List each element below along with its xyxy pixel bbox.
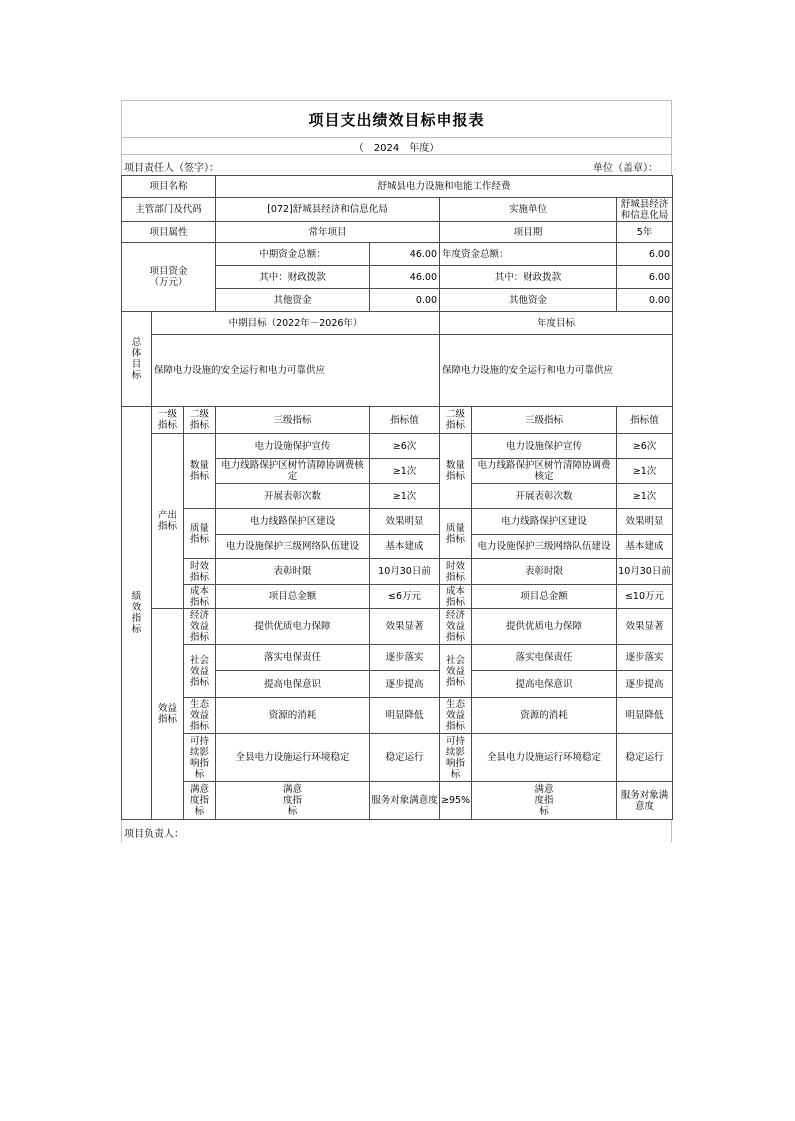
period-value: 5年 — [617, 222, 673, 243]
table-row — [122, 782, 673, 820]
benefit-indicators-label: 效益 指标 — [152, 609, 184, 820]
indicator-value-year: ≥1次 — [617, 459, 673, 484]
attribute-label: 项目属性 — [122, 222, 216, 243]
indicator-name-year: 电力设施保护三级网络队伍建设 — [472, 535, 617, 559]
satisfaction-indicators-label: 满意 度指 标 — [184, 782, 216, 820]
report-sheet — [121, 100, 672, 842]
indicator-value: 基本建成 — [370, 535, 440, 559]
indicator-name-year: 电力设施保护宣传 — [472, 434, 617, 459]
indicator-name-year: 提供优质电力保障 — [472, 609, 617, 645]
year-other-label: 其他资金 — [440, 289, 617, 312]
indicator-name-year: 电力线路保护区建设 — [472, 509, 617, 535]
responsible-label: 项目责任人（签字）： — [124, 163, 219, 174]
attribute-value: 常年项目 — [216, 222, 440, 243]
table-row — [122, 645, 673, 671]
signature-row — [121, 154, 672, 175]
attribute-row — [122, 222, 673, 243]
indicator-value: 稳定运行 — [370, 734, 440, 782]
project-leader-label: 项目负责人： — [124, 829, 184, 840]
indicator-name-year: 资源的消耗 — [472, 698, 617, 734]
indicator-name: 服务对象满意度 — [370, 782, 440, 820]
indicator-name: 电力线路保护区建设 — [216, 509, 370, 535]
table-row — [122, 734, 673, 782]
indicator-name: 提高电保意识 — [216, 671, 370, 698]
indicator-name-year: 落实电保责任 — [472, 645, 617, 671]
social-label: 社会 效益 指标 — [184, 645, 216, 698]
satisfaction-label: 满意 度指 标 — [216, 782, 370, 820]
ecological-label-year: 生态 效益 指标 — [440, 698, 472, 734]
cost-label-year: 成本 指标 — [440, 585, 472, 609]
indicator-value: 10月30日前 — [370, 559, 440, 585]
indicator-value: ≥6次 — [370, 434, 440, 459]
year-total-label: 年度资金总额： — [440, 243, 617, 266]
timeliness-label-year: 时效 指标 — [440, 559, 472, 585]
project-name-label: 项目名称 — [122, 176, 216, 198]
indicator-header-row — [122, 407, 673, 434]
goals-header-row — [122, 312, 673, 335]
quality-label-year: 质量 指标 — [440, 509, 472, 559]
indicator-name: 落实电保责任 — [216, 645, 370, 671]
indicator-value-year: 逐步落实 — [617, 645, 673, 671]
indicator-name: 表彰时限 — [216, 559, 370, 585]
indicator-value-year: 10月30日前 — [617, 559, 673, 585]
implementing-unit-label: 实施单位 — [440, 198, 617, 222]
report-year: （ 2024 年度） — [121, 137, 672, 154]
satisfaction-label-year: 满意 度指 标 — [472, 782, 617, 820]
year-fiscal-label: 其中：财政拨款 — [440, 266, 617, 289]
department-value: [072]舒城县经济和信息化局 — [216, 198, 440, 222]
overall-goals-label: 总 体 目 标 — [122, 312, 152, 407]
indicator-name-year: 电力线路保护区树竹清障协调费核定 — [472, 459, 617, 484]
indicator-value-year: ≥6次 — [617, 434, 673, 459]
indicator-value: ≤6万元 — [370, 585, 440, 609]
indicator-name-year: 提高电保意识 — [472, 671, 617, 698]
indicator-name-year: 表彰时限 — [472, 559, 617, 585]
level3-header: 三级指标 — [216, 407, 370, 434]
indicator-name: 全县电力设施运行环境稳定 — [216, 734, 370, 782]
year-other-value: 0.00 — [617, 289, 673, 312]
indicator-value: 效果显著 — [370, 609, 440, 645]
indicator-name: 电力设施保护宣传 — [216, 434, 370, 459]
indicator-name: 开展表彰次数 — [216, 484, 370, 509]
sustainability-label-year: 可持 续影 响指 标 — [440, 734, 472, 782]
indicator-value-year: ≤10万元 — [617, 585, 673, 609]
indicator-value-year: 稳定运行 — [617, 734, 673, 782]
footer-row — [121, 820, 672, 842]
unit-seal-label: 单位（盖章）： — [593, 163, 658, 174]
project-name-row — [122, 176, 673, 198]
indicator-value: ≥1次 — [370, 484, 440, 509]
indicator-value-year: 效果显著 — [617, 609, 673, 645]
quantity-label-year: 数量 指标 — [440, 434, 472, 509]
indicator-value-year: 基本建成 — [617, 535, 673, 559]
table-row — [122, 609, 673, 645]
report-title: 项目支出绩效目标申报表 — [121, 100, 672, 137]
level3-header-year: 三级指标 — [472, 407, 617, 434]
funds-total-row — [122, 243, 673, 266]
indicator-value: ≥1次 — [370, 459, 440, 484]
mid-other-label: 其他资金 — [216, 289, 370, 312]
table-row — [122, 559, 673, 585]
department-row — [122, 198, 673, 222]
indicator-value-year: 逐步提高 — [617, 671, 673, 698]
quality-label: 质量 指标 — [184, 509, 216, 559]
period-label: 项目期 — [440, 222, 617, 243]
level2-header: 二级 指标 — [184, 407, 216, 434]
quantity-label: 数量 指标 — [184, 434, 216, 509]
year-total-value: 6.00 — [617, 243, 673, 266]
year-goal-header: 年度目标 — [440, 312, 673, 335]
economic-label-year: 经济 效益 指标 — [440, 609, 472, 645]
table-row — [122, 434, 673, 459]
indicator-value: ≥95% — [440, 782, 472, 820]
performance-indicators-label: 绩 效 指 标 — [122, 407, 152, 820]
mid-fiscal-value: 46.00 — [370, 266, 440, 289]
output-indicators-label: 产出 指标 — [152, 434, 184, 609]
indicator-value: 逐步落实 — [370, 645, 440, 671]
sustainability-label: 可持 续影 响指 标 — [184, 734, 216, 782]
mid-total-value: 46.00 — [370, 243, 440, 266]
economic-label: 经济 效益 指标 — [184, 609, 216, 645]
indicator-value-year: 效果明显 — [617, 509, 673, 535]
mid-total-label: 中期资金总额： — [216, 243, 370, 266]
level2-header-year: 二级 指标 — [440, 407, 472, 434]
indicator-value-year: ≥1次 — [617, 484, 673, 509]
cost-label: 成本 指标 — [184, 585, 216, 609]
year-goal-text: 保障电力设施的安全运行和电力可靠供应 — [440, 335, 673, 407]
funds-label: 项目资金 （万元） — [122, 243, 216, 312]
indicator-value: 明显降低 — [370, 698, 440, 734]
goals-text-row — [122, 335, 673, 407]
table-row — [122, 509, 673, 535]
indicator-value: 逐步提高 — [370, 671, 440, 698]
level1-header: 一级 指标 — [152, 407, 184, 434]
mid-goal-header: 中期目标（2022年－2026年） — [152, 312, 440, 335]
project-name-value: 舒城县电力设施和电能工作经费 — [216, 176, 673, 198]
ecological-label: 生态 效益 指标 — [184, 698, 216, 734]
indicator-value-year: 明显降低 — [617, 698, 673, 734]
value-header-year: 指标值 — [617, 407, 673, 434]
value-header: 指标值 — [370, 407, 440, 434]
mid-other-value: 0.00 — [370, 289, 440, 312]
indicator-value: 效果明显 — [370, 509, 440, 535]
mid-fiscal-label: 其中：财政拨款 — [216, 266, 370, 289]
indicator-name: 电力线路保护区树竹清障协调费核定 — [216, 459, 370, 484]
implementing-unit-value: 舒城县经济和信息化局 — [617, 198, 673, 222]
mid-goal-text: 保障电力设施的安全运行和电力可靠供应 — [152, 335, 440, 407]
social-label-year: 社会 效益 指标 — [440, 645, 472, 698]
table-row — [122, 585, 673, 609]
year-fiscal-value: 6.00 — [617, 266, 673, 289]
table-row — [122, 698, 673, 734]
timeliness-label: 时效 指标 — [184, 559, 216, 585]
indicator-name-year: 开展表彰次数 — [472, 484, 617, 509]
indicator-name: 项目总金额 — [216, 585, 370, 609]
indicator-name: 电力设施保护三级网络队伍建设 — [216, 535, 370, 559]
indicator-name-year: 全县电力设施运行环境稳定 — [472, 734, 617, 782]
indicator-name-year: 服务对象满意度 — [617, 782, 673, 820]
indicator-name-year: 项目总金额 — [472, 585, 617, 609]
indicator-name: 资源的消耗 — [216, 698, 370, 734]
indicator-name: 提供优质电力保障 — [216, 609, 370, 645]
department-label: 主管部门及代码 — [122, 198, 216, 222]
performance-table — [121, 175, 673, 820]
